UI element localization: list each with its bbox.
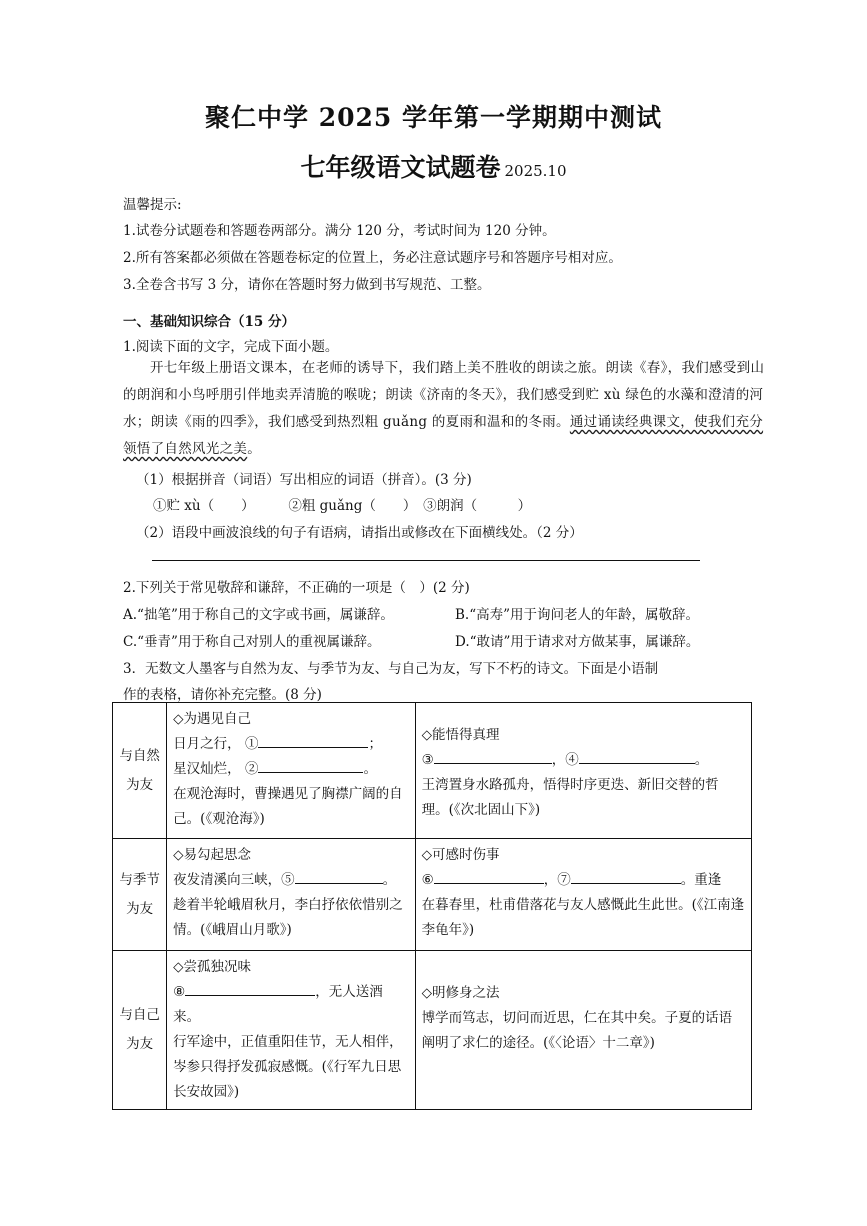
note-item: 1.试卷分试题卷和答题卷两部分。满分 120 分，考试时间为 120 分钟。 — [123, 223, 556, 239]
blank-number: ⑧ — [173, 984, 186, 1000]
table-row — [113, 951, 752, 1110]
question-3-stem: 3．无数文人墨客与自然为友、与季节为友、与自己为友，写下不朽的诗文。下面是小语制 — [123, 661, 659, 677]
table-cell — [167, 951, 415, 1110]
section-heading: 一、基础知识综合（15 分） — [123, 314, 295, 330]
blank-number: ，④ — [551, 752, 579, 768]
option-c: C.“垂青”用于称自己对别人的重视属谦辞。 — [123, 634, 381, 650]
question-1-sub1-items: ①贮 xù（ ） ②粗 guǎng（ ） ③朗润（ ） — [153, 498, 532, 514]
fill-blank[interactable] — [295, 869, 383, 884]
poem-text: 日月之行， — [173, 736, 241, 752]
note-item: 3.全卷含书写 3 分，请你在答题时努力做到书写规范、工整。 — [123, 277, 491, 293]
note-item: 2.所有答案都必须做在答题卷标定的位置上，务必注意试题序号和答题序号相对应。 — [123, 250, 622, 266]
blank-number: ① — [244, 736, 259, 752]
question-1-sub2: （2）语段中画波浪线的句子有语病，请指出或修改在下面横线处。（2 分） — [136, 525, 583, 541]
table-cell — [167, 839, 415, 951]
cell-description: 王湾置身水路孤舟，悟得时序更迭、新旧交替的哲理。(《次北固山下》) — [421, 777, 719, 818]
cell-title: ◇易勾起思念 — [173, 847, 252, 863]
poem-text: 夜发清溪向三峡， — [173, 872, 282, 888]
option-b: B.“高寿”用于询问老人的年龄，属敬辞。 — [455, 607, 700, 623]
blank-number: ② — [244, 761, 259, 777]
question-1-sub1: （1）根据拼音（词语）写出相应的词语（拼音）。(3 分) — [136, 472, 472, 488]
fill-blank[interactable] — [579, 749, 695, 764]
poem-line — [173, 980, 408, 1030]
cell-title: ◇可感时伤事 — [421, 847, 500, 863]
fill-blank[interactable] — [434, 869, 544, 884]
blank-number: ③ — [421, 752, 434, 768]
table-row — [113, 703, 752, 839]
poem-punct: 。 — [694, 752, 709, 768]
poem-line — [422, 868, 745, 893]
poem-line — [422, 748, 745, 773]
question-3-stem-cont: 作的表格，请你补充完整。(8 分) — [123, 687, 322, 703]
blank-number: ，⑦ — [543, 872, 571, 888]
row-head: 与季节为友 — [113, 839, 167, 951]
answer-line[interactable] — [152, 560, 700, 561]
row-head: 与自己为友 — [113, 951, 167, 1110]
cell-description: 行军途中，正值重阳佳节，无人相伴，岑参只得抒发孤寂感慨。(《行军九日思长安故园》) — [173, 1034, 403, 1100]
poem-text: ，无人送酒来。 — [173, 984, 383, 1025]
option-a: A.“拙笔”用于称自己的文字或书画，属谦辞。 — [123, 607, 394, 623]
question-1-stem: 1.阅读下面的文字，完成下面小题。 — [123, 339, 339, 355]
fill-blank[interactable] — [434, 749, 552, 764]
table-cell — [415, 951, 751, 1110]
cell-title: ◇明修身之法 — [421, 985, 500, 1001]
cell-description: 博学而笃志，切问而近思，仁在其中矣。子夏的话语阐明了求仁的途径。(《〈论语〉十二章》) — [421, 1010, 733, 1051]
poem-text: 。重逢 — [680, 872, 722, 888]
cell-title: ◇能悟得真理 — [421, 727, 500, 743]
blank-number: ⑥ — [421, 872, 434, 888]
poem-line — [173, 868, 408, 893]
wavy-underlined-sentence: 通过诵读经典课文，使我们充分领悟了自然风光之美 — [123, 414, 764, 457]
poem-text: 星汉灿烂， — [173, 761, 241, 777]
table-cell — [167, 703, 415, 839]
fill-blank[interactable] — [258, 758, 363, 773]
cell-title: ◇尝孤独况味 — [173, 959, 252, 975]
poem-punct: 。 — [363, 761, 377, 777]
row-head: 与自然为友 — [113, 703, 167, 839]
table-row — [113, 839, 752, 951]
cell-title: ◇为遇见自己 — [173, 711, 252, 727]
table-cell — [415, 839, 751, 951]
poem-table — [112, 702, 752, 1110]
cell-description: 在观沧海时，曹操遇见了胸襟广阔的自己。(《观沧海》) — [173, 786, 403, 827]
exam-date: 2025.10 — [504, 162, 567, 180]
notes-heading: 温馨提示: — [123, 197, 182, 213]
passage-end: 。 — [247, 441, 262, 457]
cell-description: 趁着半轮峨眉秋月，李白抒依依惜别之情。(《峨眉山月歌》) — [173, 897, 403, 938]
option-d: D.“敢请”用于请求对方做某事，属谦辞。 — [455, 634, 700, 650]
cell-description: 在暮春里，杜甫借落花与友人感慨此生此世。(《江南逢李龟年》) — [421, 897, 745, 938]
poem-punct: ； — [368, 736, 382, 752]
table-cell — [415, 703, 751, 839]
poem-line — [173, 732, 408, 757]
question-2-stem: 2.下列关于常见敬辞和谦辞，不正确的一项是（ ）(2 分) — [123, 580, 470, 596]
blank-number: ⑤ — [281, 872, 295, 888]
exam-subtitle — [0, 148, 867, 184]
subtitle-text: 七年级语文试题卷 — [300, 153, 501, 182]
fill-blank[interactable] — [185, 981, 315, 996]
poem-line — [173, 757, 408, 782]
poem-punct: 。 — [382, 872, 397, 888]
reading-passage — [123, 355, 768, 463]
passage-text: 开七年级上册语文课本，在老师的诱导下，我们踏上美不胜收的朗读之旅。朗读《春》，我们感受到山的朗润和小鸟呼朋引伴地卖弄清脆的喉咙；朗读《济南的冬天》，我们感受到贮 xù 绿色的水藻和澄清的河水；朗读《雨的四季》，我们感受到热烈粗 guǎng 的夏雨和温和的冬雨。 — [123, 360, 765, 430]
fill-blank[interactable] — [258, 733, 368, 748]
fill-blank[interactable] — [571, 869, 681, 884]
exam-title: 聚仁中学 2025 学年第一学期期中测试 — [205, 103, 662, 132]
